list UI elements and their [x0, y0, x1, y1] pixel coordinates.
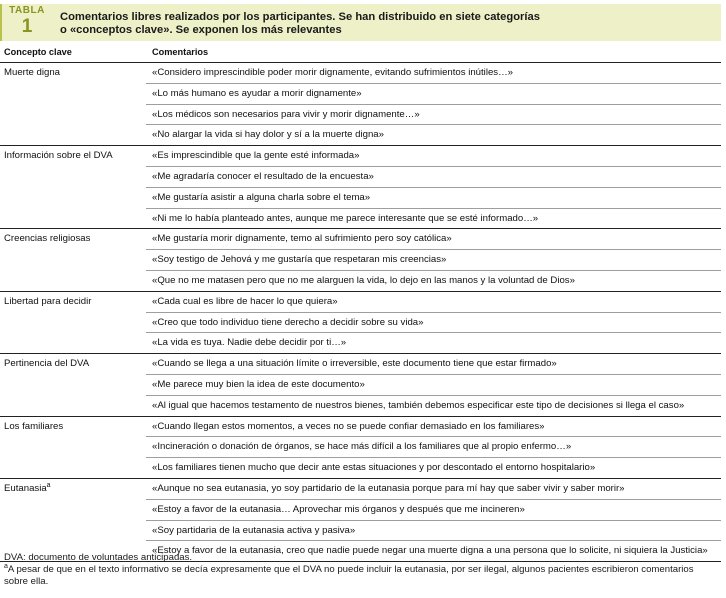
table-row — [0, 270, 721, 291]
concept-label: Eutanasia — [4, 482, 47, 494]
concept-label: Los familiares — [4, 420, 64, 432]
concept-cell — [0, 63, 146, 84]
concept-label: Pertinencia del DVA — [4, 358, 90, 370]
comment-cell: «Ni me lo había planteado antes, aunque me parece interesante que se esté informado…» — [146, 208, 721, 229]
table-row — [0, 499, 721, 520]
concept-label: Creencias religiosas — [4, 233, 91, 245]
concept-cell-empty — [0, 104, 146, 125]
comment-cell: «Estoy a favor de la eutanasia… Aprovechar mis órganos y después que me incineren» — [146, 499, 721, 520]
table-row — [0, 63, 721, 84]
comment-cell: «Soy partidaria de la eutanasia activa y pasiva» — [146, 520, 721, 541]
comment-cell: «Es imprescindible que la gente esté informada» — [146, 146, 721, 167]
table-row — [0, 83, 721, 104]
concept-cell — [0, 354, 146, 375]
table-row — [0, 458, 721, 479]
concept-cell-empty — [0, 125, 146, 146]
comment-cell: «Cuando llegan estos momentos, a veces no se puede confiar demasiado en los familiares» — [146, 416, 721, 437]
comment-cell: «No alargar la vida si hay dolor y sí a la muerte digna» — [146, 125, 721, 146]
table-row — [0, 395, 721, 416]
table-title-line-2: o «conceptos clave». Se exponen los más relevantes — [60, 24, 342, 36]
concept-cell — [0, 146, 146, 167]
concept-cell-empty — [0, 395, 146, 416]
table-label — [6, 5, 48, 37]
concept-cell-empty — [0, 187, 146, 208]
table-row — [0, 312, 721, 333]
comment-cell: «Incineración o donación de órganos, se hace más difícil a los familiares que al propio enfermo…» — [146, 437, 721, 458]
comment-cell: «Cada cual es libre de hacer lo que quiera» — [146, 291, 721, 312]
comment-cell: «Aunque no sea eutanasia, yo soy partidario de la eutanasia porque para mí hay que saber vivir y saber morir» — [146, 478, 721, 499]
table-row — [0, 166, 721, 187]
table-row — [0, 333, 721, 354]
concept-label: Muerte digna — [4, 67, 60, 78]
concept-cell — [0, 291, 146, 312]
table-body — [0, 63, 721, 562]
table-row — [0, 354, 721, 375]
comment-cell: «La vida es tuya. Nadie debe decidir por ti…» — [146, 333, 721, 354]
concept-cell — [0, 229, 146, 250]
concept-cell-empty — [0, 166, 146, 187]
table-row — [0, 229, 721, 250]
comment-cell: «Me gustaría morir dignamente, temo al sufrimiento pero soy católica» — [146, 229, 721, 250]
table-number: 1 — [21, 16, 33, 37]
table-word: TABLA — [9, 5, 45, 16]
concept-cell-empty — [0, 83, 146, 104]
concept-cell-empty — [0, 250, 146, 271]
concept-cell-empty — [0, 208, 146, 229]
comment-cell: «Me gustaría asistir a alguna charla sobre el tema» — [146, 187, 721, 208]
table-row — [0, 520, 721, 541]
table-row — [0, 374, 721, 395]
table-row — [0, 104, 721, 125]
table-row — [0, 208, 721, 229]
concept-cell-empty — [0, 520, 146, 541]
comment-cell: «Los médicos son necesarios para vivir y morir dignamente…» — [146, 104, 721, 125]
table-title — [60, 11, 700, 37]
table-row — [0, 291, 721, 312]
footnote-a — [4, 564, 716, 576]
column-header-comments: Comentarios — [146, 43, 721, 63]
footnotes — [4, 552, 716, 588]
table-row — [0, 250, 721, 271]
table-row — [0, 437, 721, 458]
table-row — [0, 146, 721, 167]
table-row — [0, 187, 721, 208]
concept-cell-empty — [0, 333, 146, 354]
concept-cell-empty — [0, 499, 146, 520]
table-header-row — [0, 43, 721, 63]
concept-cell — [0, 416, 146, 437]
comment-cell: «Al igual que hacemos testamento de nuestros bienes, también debemos especificar este tipo de decisiones si llega el caso» — [146, 395, 721, 416]
concept-cell — [0, 478, 146, 499]
comments-table — [0, 43, 721, 562]
footnote-text-line-2: sobre ella. — [4, 576, 49, 587]
footnote-abbreviation: DVA: documento de voluntades anticipadas. — [4, 552, 193, 563]
concept-cell-empty — [0, 270, 146, 291]
comment-cell: «Cuando se llega a una situación límite o irreversible, este documento tiene que estar firmado» — [146, 354, 721, 375]
footnote-text-line-1: A pesar de que en el texto informativo se decía expresamente que el DVA no puede incluir la eutanasia, por ser ilegal, algunos pacientes escribieron comentarios — [7, 564, 694, 575]
comment-cell: «Me parece muy bien la idea de este documento» — [146, 374, 721, 395]
footnote-mark: a — [4, 562, 8, 570]
concept-label: Información sobre el DVA — [4, 150, 113, 162]
concept-cell-empty — [0, 458, 146, 479]
comment-cell: «Creo que todo individuo tiene derecho a decidir sobre su vida» — [146, 312, 721, 333]
concept-cell-empty — [0, 312, 146, 333]
comment-cell: «Me agradaría conocer el resultado de la encuesta» — [146, 166, 721, 187]
table-title-line-1: Comentarios libres realizados por los participantes. Se han distribuido en siete categorías — [60, 11, 540, 23]
table-row — [0, 416, 721, 437]
comment-cell: «Considero imprescindible poder morir dignamente, evitando sufrimientos inútiles…» — [146, 63, 721, 84]
comment-cell: «Estoy a favor de la eutanasia, creo que nadie puede negar una muerte digna a una persona que lo solicite, ni siquiera la Justicia» — [146, 541, 721, 562]
comment-cell: «Lo más humano es ayudar a morir dignamente» — [146, 83, 721, 104]
column-header-concept: Concepto clave — [0, 43, 146, 63]
concept-label: Libertad para decidir — [4, 295, 92, 307]
table-row — [0, 125, 721, 146]
concept-cell-empty — [0, 374, 146, 395]
concept-superscript: a — [46, 481, 51, 489]
table-caption-header — [0, 4, 721, 41]
table-row — [0, 478, 721, 499]
comment-cell: «Los familiares tienen mucho que decir ante estas situaciones y por descontado el entorno hospitalario» — [146, 458, 721, 479]
comment-cell: «Que no me matasen pero que no me alarguen la vida, lo dejo en las manos y la voluntad de Dios» — [146, 270, 721, 291]
comment-cell: «Soy testigo de Jehová y me gustaría que respetaran mis creencias» — [146, 250, 721, 271]
concept-cell-empty — [0, 437, 146, 458]
